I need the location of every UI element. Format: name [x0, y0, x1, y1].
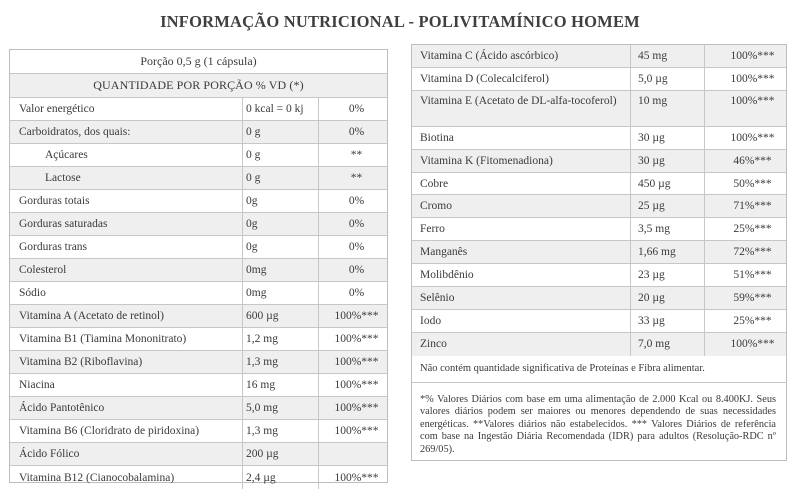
- nutrient-vd: 50%***: [704, 173, 788, 195]
- nutrient-quantity: 0 g: [242, 167, 318, 189]
- table-row: [10, 282, 387, 305]
- nutrient-name: Iodo: [420, 314, 442, 327]
- table-row: [412, 45, 786, 68]
- nutrient-quantity: 0 kcal = 0 kj: [242, 98, 318, 120]
- nutrient-name: Vitamina C (Ácido ascórbico): [420, 49, 559, 62]
- nutrient-name: Cromo: [420, 200, 452, 213]
- nutrient-quantity: 5,0 mg: [242, 397, 318, 419]
- nutrient-quantity: 450 µg: [630, 173, 704, 195]
- nutrient-name: Vitamina B6 (Cloridrato de piridoxina): [19, 425, 200, 437]
- nutrient-quantity: 16 mg: [242, 374, 318, 396]
- nutrient-name: Açúcares: [45, 149, 88, 161]
- table-row: [10, 420, 387, 443]
- nutrient-quantity: 20 µg: [630, 287, 704, 309]
- nutrient-vd: 0%: [318, 121, 388, 143]
- nutrient-quantity: 30 µg: [630, 150, 704, 172]
- nutrient-name: Manganês: [420, 246, 468, 259]
- nutrient-name: Vitamina B1 (Tiamina Mononitrato): [19, 333, 187, 345]
- nutrient-quantity: 0 g: [242, 144, 318, 166]
- table-row: [412, 91, 786, 127]
- nutrient-vd: **: [318, 167, 388, 189]
- nutrient-quantity: 1,66 mg: [630, 241, 704, 263]
- table-row: [412, 241, 786, 264]
- nutrient-quantity: 1,2 mg: [242, 328, 318, 350]
- table-row: [10, 351, 387, 374]
- nutrient-name: Gorduras saturadas: [19, 218, 108, 230]
- table-row: [10, 236, 387, 259]
- nutrient-name: Vitamina E (Acetato de DL-alfa-tocoferol): [420, 94, 617, 107]
- table-row: [412, 195, 786, 218]
- nutrient-vd: 0%: [318, 259, 388, 281]
- table-row: [10, 466, 387, 489]
- table-row: [412, 173, 786, 196]
- nutrient-quantity: 2,4 µg: [242, 466, 318, 489]
- right-rows: [412, 45, 786, 356]
- table-row: [10, 190, 387, 213]
- nutrient-vd: 100%***: [704, 333, 788, 356]
- nutrient-vd: 0%: [318, 190, 388, 212]
- nutrient-vd: 59%***: [704, 287, 788, 309]
- nutrition-table-right: [411, 44, 787, 461]
- nutrient-vd: 100%***: [318, 305, 388, 327]
- nutrient-quantity: 10 mg: [630, 91, 704, 126]
- nutrient-name: Ferro: [420, 223, 445, 236]
- nutrient-quantity: 0g: [242, 213, 318, 235]
- table-row: [10, 98, 387, 121]
- nutrient-quantity: 600 µg: [242, 305, 318, 327]
- nutrient-vd: 0%: [318, 282, 388, 304]
- nutrient-name: Ácido Pantotênico: [19, 402, 105, 414]
- nutrient-vd: 100%***: [704, 91, 788, 126]
- nutrient-vd: 100%***: [704, 68, 788, 90]
- table-row: [10, 305, 387, 328]
- nutrient-name: Vitamina A (Acetato de retinol): [19, 310, 164, 322]
- portion-header: Porção 0,5 g (1 cápsula): [10, 50, 387, 74]
- nutrient-name: Valor energético: [19, 103, 95, 115]
- nutrient-vd: 0%: [318, 98, 388, 120]
- table-row: [412, 310, 786, 333]
- nutrient-vd: 0%: [318, 213, 388, 235]
- nutrient-name: Selênio: [420, 291, 455, 304]
- nutrient-name: Carboidratos, dos quais:: [19, 126, 131, 138]
- nutrient-vd: 100%***: [704, 127, 788, 149]
- nutrient-vd: 100%***: [318, 351, 388, 373]
- page-title: INFORMAÇÃO NUTRICIONAL - POLIVITAMÍNICO HOMEM: [160, 12, 640, 31]
- nutrient-vd: 51%***: [704, 264, 788, 286]
- nutrient-name: Ácido Fólico: [19, 448, 80, 460]
- table-row: [412, 287, 786, 310]
- table-row: [10, 213, 387, 236]
- table-row: [10, 374, 387, 397]
- nutrient-quantity: 200 µg: [242, 443, 318, 465]
- nutrient-quantity: 1,3 mg: [242, 351, 318, 373]
- table-row: [10, 121, 387, 144]
- table-row: [10, 443, 387, 466]
- table-row: [10, 328, 387, 351]
- nutrient-quantity: 0 g: [242, 121, 318, 143]
- table-row: [10, 259, 387, 282]
- table-row: [412, 264, 786, 287]
- nutrient-vd: 0%: [318, 236, 388, 258]
- nutrient-quantity: 33 µg: [630, 310, 704, 332]
- nutrient-vd: 100%***: [704, 45, 788, 67]
- table-row: [412, 150, 786, 173]
- nutrient-vd: 72%***: [704, 241, 788, 263]
- nutrient-vd: 100%***: [318, 397, 388, 419]
- nutrient-name: Gorduras trans: [19, 241, 88, 253]
- nutrient-quantity: 45 mg: [630, 45, 704, 67]
- table-row: [10, 167, 387, 190]
- nutrient-quantity: 0g: [242, 236, 318, 258]
- nutrient-quantity: 30 µg: [630, 127, 704, 149]
- nutrient-quantity: 3,5 mg: [630, 218, 704, 240]
- nutrient-name: Molibdênio: [420, 269, 474, 282]
- nutrient-quantity: 23 µg: [630, 264, 704, 286]
- nutrient-name: Zinco: [420, 338, 447, 351]
- nutrient-quantity: 25 µg: [630, 195, 704, 217]
- table-row: [412, 127, 786, 150]
- nutrient-vd: 46%***: [704, 150, 788, 172]
- nutrient-quantity: 5,0 µg: [630, 68, 704, 90]
- nutrient-vd: 25%***: [704, 310, 788, 332]
- nutrient-name: Biotina: [420, 131, 454, 144]
- nutrient-name: Vitamina K (Fitomenadiona): [420, 154, 553, 167]
- table-row: [10, 144, 387, 167]
- nutrient-quantity: 0mg: [242, 259, 318, 281]
- left-rows: [10, 98, 387, 489]
- table-row: [412, 333, 786, 356]
- nutrient-name: Lactose: [45, 172, 81, 184]
- nutrient-quantity: 7,0 mg: [630, 333, 704, 356]
- nutrient-name: Vitamina B12 (Cianocobalamina): [19, 471, 175, 484]
- table-row: [412, 218, 786, 241]
- nutrient-vd: **: [318, 144, 388, 166]
- nutrient-vd: 71%***: [704, 195, 788, 217]
- nutrient-name: Vitamina B2 (Riboflavina): [19, 356, 143, 368]
- nutrient-vd: 100%***: [318, 328, 388, 350]
- quantity-header: QUANTIDADE POR PORÇÃO % VD (*): [10, 74, 387, 98]
- nutrient-vd: 100%***: [318, 420, 388, 442]
- footnote: *% Valores Diários com base em uma alimentação de 2.000 Kcal ou 8.400KJ. Seus valores diários podem ser maiores ou menores dependendo de suas necessidades energéticas. **Valores diários não estabelecidos. *** Valores Diários de referência com base na Ingestão Diária Recomendada (IDR) para adultos (Resolução-RDC nº 269/05).: [420, 393, 776, 455]
- nutrient-name: Colesterol: [19, 264, 67, 276]
- protein-fiber-note: Não contém quantidade significativa de Proteínas e Fibra alimentar.: [412, 356, 786, 383]
- nutrient-quantity: 0mg: [242, 282, 318, 304]
- nutrient-vd: 100%***: [318, 374, 388, 396]
- table-row: [10, 397, 387, 420]
- nutrient-vd: 100%***: [318, 466, 388, 489]
- nutrient-vd: 25%***: [704, 218, 788, 240]
- nutrient-name: Sódio: [19, 287, 46, 299]
- table-row: [412, 68, 786, 91]
- nutrient-name: Gorduras totais: [19, 195, 90, 207]
- nutrient-vd: [318, 443, 388, 465]
- nutrient-name: Niacina: [19, 379, 55, 391]
- nutrient-quantity: 1,3 mg: [242, 420, 318, 442]
- nutrient-name: Vitamina D (Colecalciferol): [420, 72, 549, 85]
- nutrition-table-left: [9, 49, 388, 483]
- nutrient-name: Cobre: [420, 177, 449, 190]
- nutrient-quantity: 0g: [242, 190, 318, 212]
